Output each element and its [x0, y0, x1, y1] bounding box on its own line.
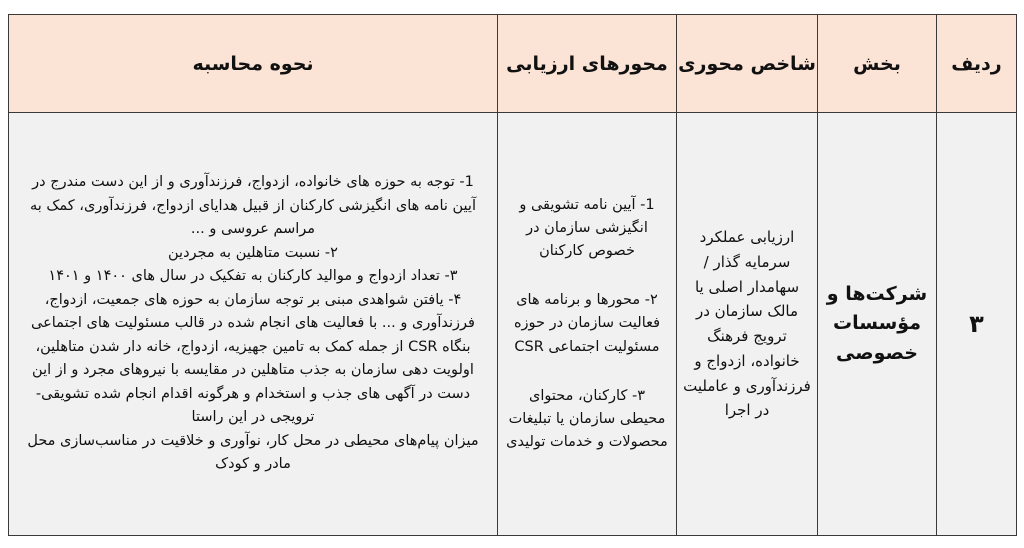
- axis-item: ۳- کارکنان، محتوای محیطی سازمان یا تبلیغات محصولات و خدمات تولیدی: [506, 387, 668, 451]
- method-item: میزان پیام‌های محیطی در محل کار، نوآوری و خلاقیت در مناسب‌سازی محل مادر و کودک: [27, 432, 479, 473]
- header-mehvarha: محورهای ارزیابی: [498, 15, 677, 113]
- header-shakhes: شاخص محوری: [677, 15, 818, 113]
- header-radif: ردیف: [937, 15, 1017, 113]
- header-nahve: نحوه محاسبه: [9, 15, 498, 113]
- method-item: 1- توجه به حوزه های خانواده، ازدواج، فرزندآوری و از این دست مندرج در آیین نامه های انگیزشی کارکنان از قبیل هدایای ازدواج، فرزندآوری، کمک به مراسم عروسی و ...: [30, 174, 476, 238]
- method-item: ۳- تعداد ازدواج و موالید کارکنان به تفکیک در سال های ۱۴۰۰ و ۱۴۰۱: [48, 268, 458, 285]
- header-bakhsh: بخش: [818, 15, 937, 113]
- axis-item: 1- آیین نامه تشویقی و انگیزشی سازمان در خصوص کارکنان: [519, 196, 655, 260]
- header-row: [9, 15, 1017, 113]
- sector-cell: شرکت‌ها و مؤسسات خصوصی: [818, 113, 937, 536]
- axes-cell: [498, 113, 677, 536]
- table-row: [9, 113, 1017, 536]
- method-item: ۲- نسبت متاهلین به مجردین: [168, 244, 338, 261]
- evaluation-table: [8, 14, 1017, 536]
- method-item: ۴- یافتن شواهدی مبنی بر توجه سازمان به حوزه های جمعیت، ازدواج، فرزندآوری و ... با فعالیت های انجام شده در قالب مسئولیت های اجتماعی بنگاه CSR از جمله کمک به تامین جهیزیه، ازدواج، خانه دار شدن متاهلین، اولویت دهی سازمان به جذب متاهلین در مقایسه با نیروهای مجرد و از این دست در آگهی های جذب و استخدام و هرگونه اقدام انجام شده تشویقی-ترویجی در این راستا: [31, 291, 475, 426]
- indicator-cell: ارزیابی عملکرد سرمایه گذار / سهامدار اصلی یا مالک سازمان در ترویج فرهنگ خانواده، ازدواج و فرزندآوری و عاملیت در اجرا: [677, 113, 818, 536]
- axis-item: ۲- محورها و برنامه های فعالیت سازمان در حوزه مسئولیت اجتماعی CSR: [513, 292, 661, 355]
- row-number: ۳: [937, 113, 1017, 536]
- method-cell: [9, 113, 498, 536]
